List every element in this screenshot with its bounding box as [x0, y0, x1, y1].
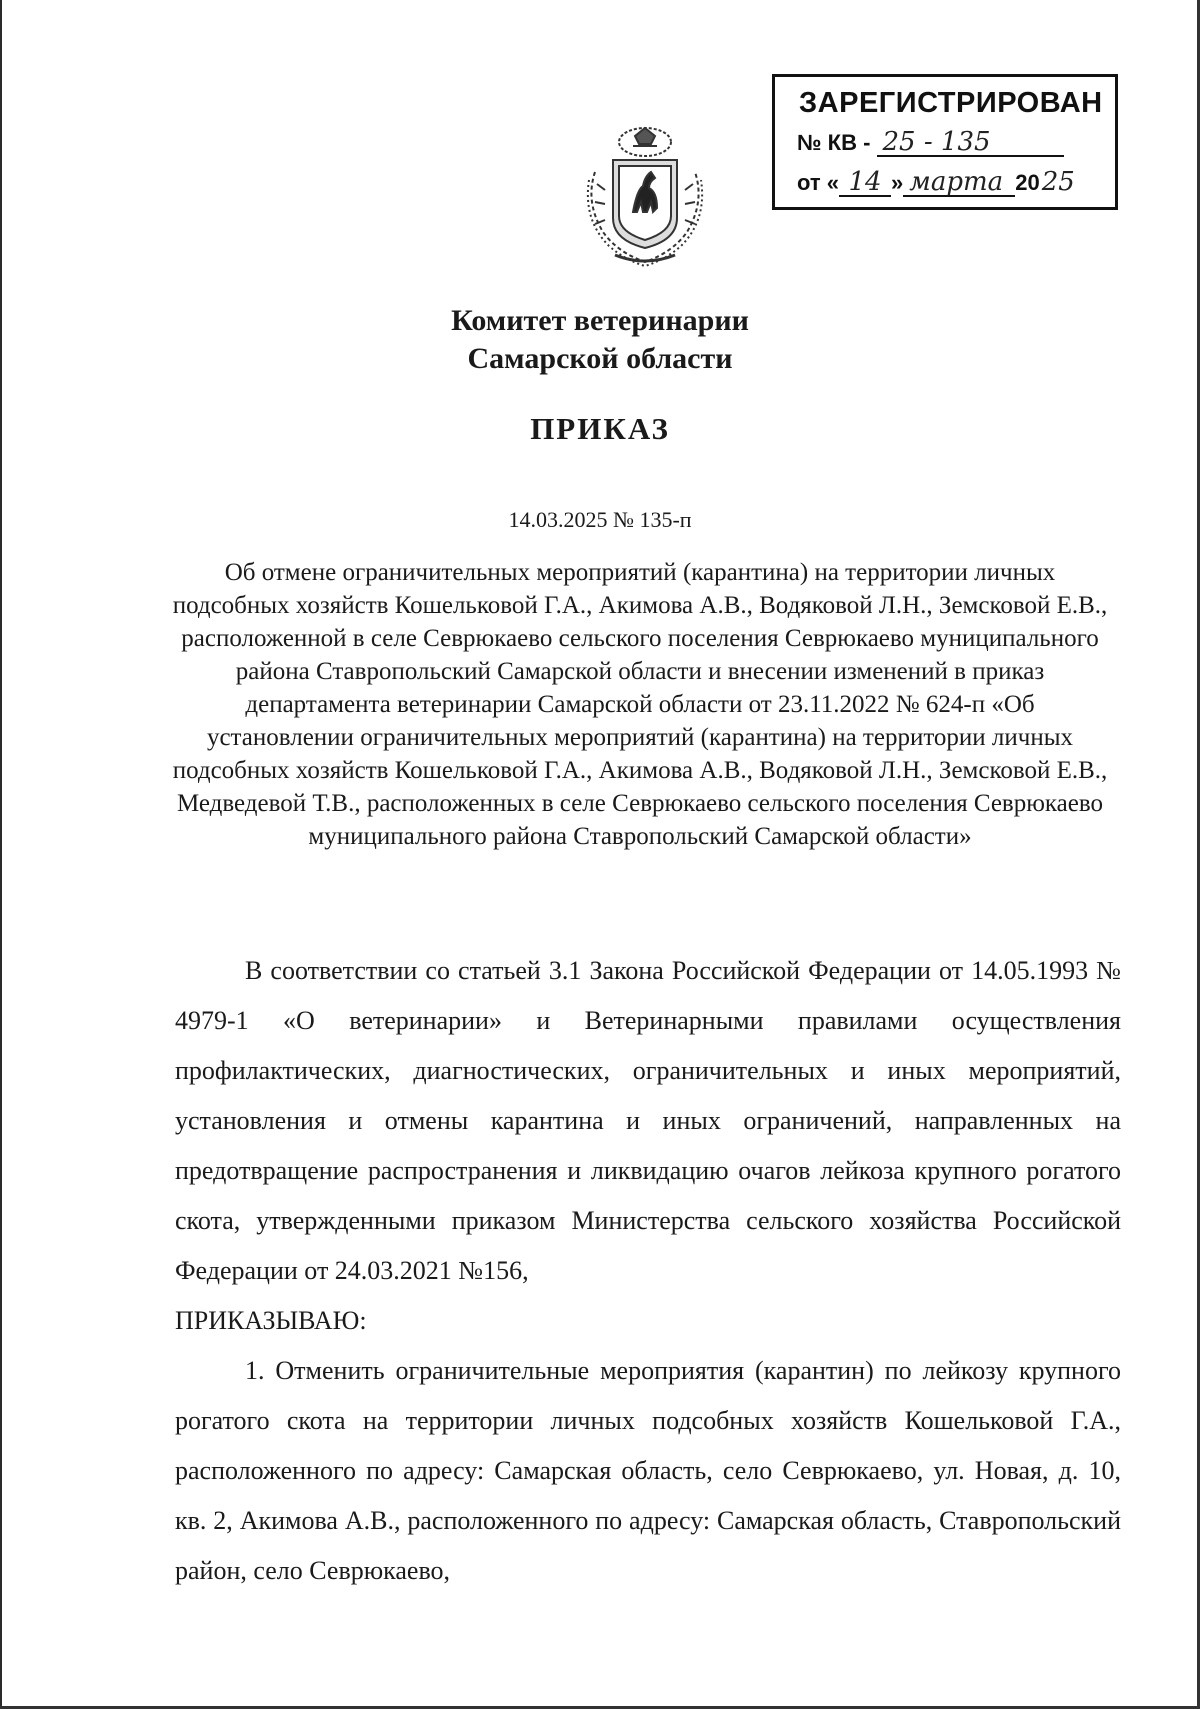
stamp-number-value: 25 - 135 [877, 129, 1064, 157]
order-date-number: 14.03.2025 № 135-п [508, 507, 692, 532]
order-item-1: 1. Отменить ограничительные мероприятия (карантин) по лейкозу крупного рогатого скота на территории личных подсобных хозяйств Кошельковой Г.А., расположенного по адресу: Самарская область, село Севрюкаево, ул. Новая, д. 10, кв. 2, Акимова А.В., расположенного по адресу: Самарская область, Ставропольский район, село Севрюкаево, [175, 1356, 1121, 1585]
stamp-date-row [797, 167, 1075, 197]
stamp-number-row [797, 129, 1064, 157]
issuer-name [0, 302, 1200, 378]
coat-of-arms-icon [575, 120, 715, 275]
issuer-line-1: Комитет ветеринарии [451, 304, 749, 337]
stamp-date-mid: » [891, 170, 904, 195]
issuer-line-2: Самарской области [467, 342, 733, 375]
stamp-date-month: марта [903, 169, 1015, 197]
stamp-date-year-suffix: 25 [1041, 167, 1075, 197]
stamp-date-prefix: от « [797, 170, 840, 195]
registration-stamp [772, 74, 1118, 210]
order-subject: Об отмене ограничительных мероприятий (карантина) на территории личных подсобных хозяйств Кошельковой Г.А., Акимова А.В., Водяковой Л.Н., Земсковой Е.В., расположенной в селе Севрюкаево сельского поселения Севрюкаево муниципального района Ставропольский Самарской области и внесении изменений в приказ департамента ветеринарии Самарской области от 23.11.2022 № 624-п «Об установлении ограничительных мероприятий (карантина) на территории личных подсобных хозяйств Кошельковой Г.А., Акимова А.В., Водяковой Л.Н., Земсковой Е.В., Медведевой Т.В., расположенных в селе Севрюкаево сельского поселения Севрюкаево муниципального района Ставропольский Самарской области» [172, 559, 1108, 850]
order-body [175, 946, 1121, 1596]
stamp-date-year-prefix: 20 [1015, 170, 1040, 195]
stamp-date-day: 14 [839, 169, 891, 197]
stamp-number-label: № КВ - [797, 130, 871, 155]
scan-edge-left [0, 0, 2, 1709]
document-type: ПРИКАЗ [530, 411, 670, 446]
stamp-title: ЗАРЕГИСТРИРОВАН [799, 87, 1103, 119]
preamble-paragraph: В соответствии со статьей 3.1 Закона Российской Федерации от 14.05.1993 № 4979-1 «О ветеринарии» и Ветеринарными правилами осуществления профилактических, диагностических, ограничительных и иных мероприятий, установления и отмены карантина и иных ограничений, направленных на предотвращение распространения и ликвидацию очагов лейкоза крупного рогатого скота, утвержденными приказом Министерства сельского хозяйства Российской Федерации от 24.03.2021 №156, [175, 956, 1121, 1285]
order-word: ПРИКАЗЫВАЮ: [175, 1306, 367, 1335]
